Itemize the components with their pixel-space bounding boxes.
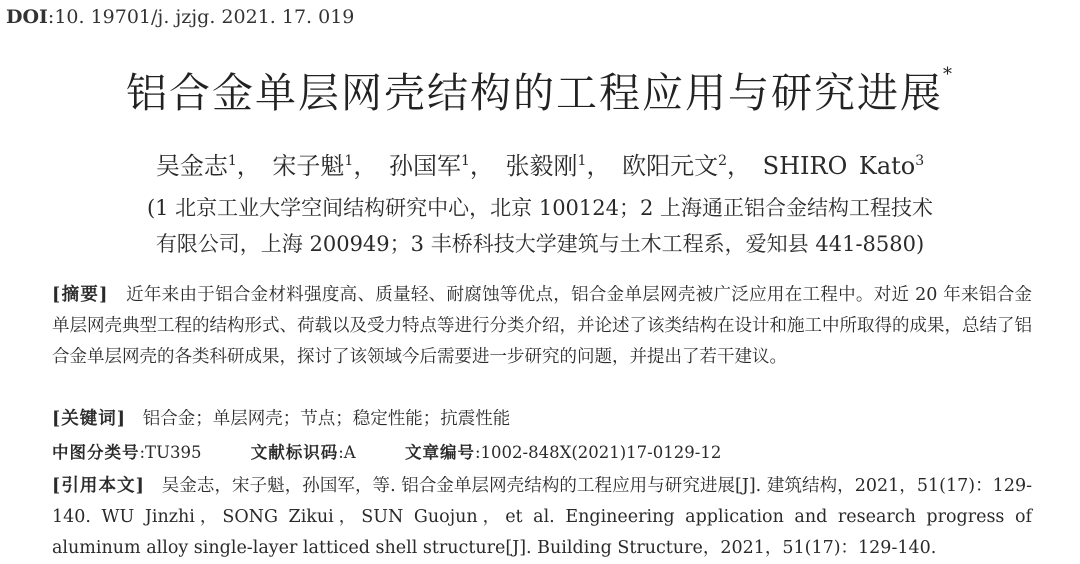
abstract-text: 近年来由于铝合金材料强度高、质量轻、耐腐蚀等优点，铝合金单层网壳被广泛应用在工程中。对近 20 年来铝合金单层网壳典型工程的结构形式、荷载以及受力特点等进行分类介绍，并论述了该类结构在设计和施工中所取得的成果，总结了铝合金单层网壳的各类科研成果，探讨了该领域今后需要进一步研究的问题，并提出了若干建议。 xyxy=(52,285,1032,367)
author-affiliation-number: 1 xyxy=(227,153,237,169)
author-affiliation-number: 3 xyxy=(915,153,925,169)
article-number-label: 文章编号 xyxy=(404,443,475,462)
document-code-label: 文献标识码 xyxy=(250,443,339,462)
affiliation-line-1: (1 北京工业大学空间结构研究中心，北京 100124；2 上海通正铝合金结构工程技术 xyxy=(146,196,934,220)
keywords-text: 铝合金；单层网壳；节点；稳定性能；抗震性能 xyxy=(142,409,511,429)
affiliation-line-2: 有限公司，上海 200949；3 丰桥科技大学建筑与土木工程系，爱知县 441-8580) xyxy=(155,232,925,256)
author-separator: ， xyxy=(236,152,261,180)
keywords-label: [关键词] xyxy=(52,409,127,429)
clc-label: 中图分类号 xyxy=(52,443,140,462)
abstract xyxy=(52,280,1032,373)
author-affiliation-number: 1 xyxy=(344,153,354,169)
author-list xyxy=(0,146,1080,181)
clc-value: :TU395 xyxy=(139,443,202,462)
article-number xyxy=(405,443,721,462)
author-name: SHIRO Kato xyxy=(762,152,916,180)
citation-text: 吴金志，宋子魁，孙国军，等. 铝合金单层网壳结构的工程应用与研究进展[J]. 建筑结构，2021，51(17)：129-140. WU Jinzhi，SONG Zikui，SUN Guojun，et al. Engineering application and research progress of aluminum alloy single-layer latticed shell structure[J]. Building Structure，2021，51(17)：129-140. xyxy=(52,476,1032,558)
document-code-value: :A xyxy=(338,443,356,462)
document-code xyxy=(251,443,356,462)
author-name: 宋子魁 xyxy=(272,152,345,180)
author-affiliation-number: 1 xyxy=(460,153,470,169)
doi-line xyxy=(6,6,354,28)
doi-value: :10. 19701/j. jzjg. 2021. 17. 019 xyxy=(47,6,355,28)
paper-title xyxy=(0,60,1080,119)
author-name: 张毅刚 xyxy=(505,152,578,180)
author-separator: ， xyxy=(727,152,752,180)
paper-title-text: 铝合金单层网壳结构的工程应用与研究进展 xyxy=(126,69,943,117)
citation-label: [引用本文] xyxy=(52,476,145,496)
author-separator: ， xyxy=(469,152,494,180)
author-name: 孙国军 xyxy=(388,152,461,180)
classification-line xyxy=(52,437,1032,468)
abstract-label: [摘要] xyxy=(52,285,109,305)
doi-label: DOI xyxy=(6,6,48,28)
author-separator: ， xyxy=(353,152,378,180)
keywords xyxy=(52,404,1032,435)
clc-number xyxy=(52,443,201,462)
author-name: 欧阳元文 xyxy=(622,152,719,180)
citation xyxy=(52,471,1032,564)
author-separator: ， xyxy=(586,152,611,180)
author-affiliation-number: 1 xyxy=(577,153,587,169)
title-footnote-mark: * xyxy=(943,64,954,85)
article-number-value: :1002-848X(2021)17-0129-12 xyxy=(474,443,722,462)
author-name: 吴金志 xyxy=(155,152,228,180)
author-affiliation-number: 2 xyxy=(718,153,728,169)
